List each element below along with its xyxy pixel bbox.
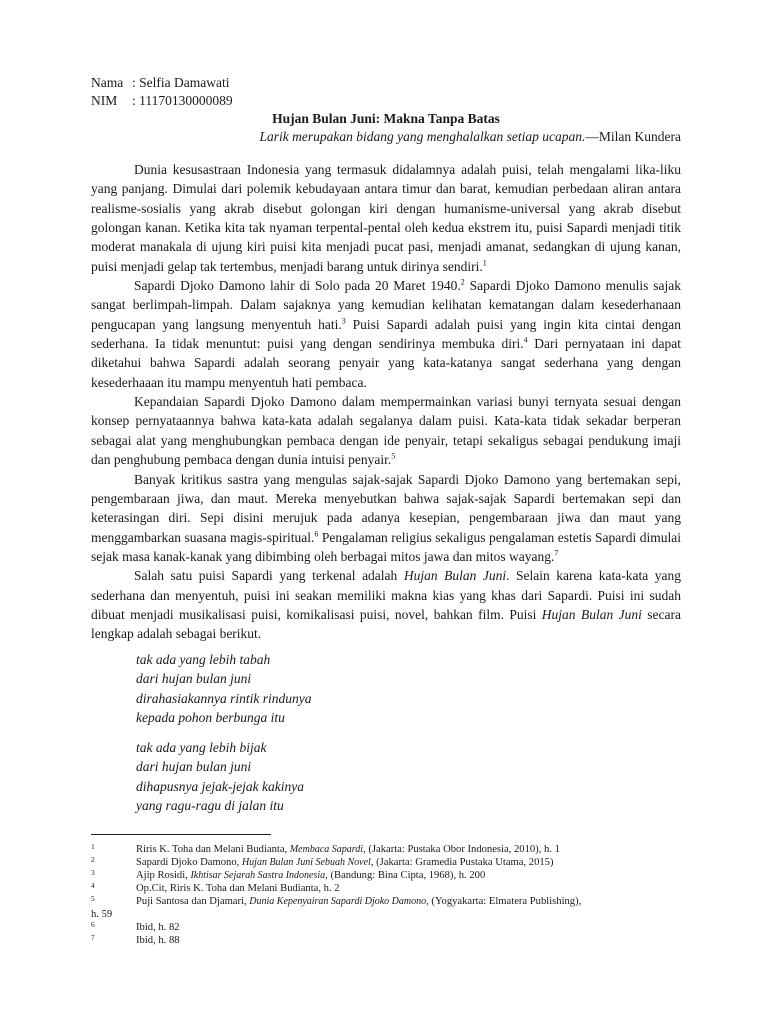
paragraph-text: . Selain karena kata-kata yang sederhana dan menyentuh, puisi ini seakan memiliki makna kias yang khas dari Sapardi. Puisi ini sudah dibuat menjadi musikalisasi puisi, komikalisasi puisi, novel, bahkan film. Puisi xyxy=(91,568,681,622)
paragraph-text: Salah satu puisi Sapardi yang terkenal adalah xyxy=(134,568,404,584)
footnote-continuation: h. 59 xyxy=(91,909,113,920)
student-nim-line xyxy=(91,92,233,110)
footnote-number: 2 xyxy=(91,855,95,864)
footnote-ref: 1 xyxy=(482,258,487,268)
poem-line: dari hujan bulan juni xyxy=(136,759,252,775)
footnote-text xyxy=(136,843,560,856)
paragraph-2 xyxy=(91,276,681,392)
footnote-text xyxy=(136,869,485,882)
footnote-ref: 5 xyxy=(391,451,396,461)
footnote-divider xyxy=(91,834,271,835)
footnote-author: Ajip Rosidi, xyxy=(136,870,191,881)
footnote-number: 1 xyxy=(91,842,95,851)
epigraph-quote: Larik merupakan bidang yang menghalalkan setiap ucapan. xyxy=(259,129,586,144)
paragraph-5 xyxy=(91,566,681,643)
poem-stanza-1 xyxy=(136,650,312,727)
footnote-number: 5 xyxy=(91,894,95,903)
poem-stanza-2 xyxy=(136,738,304,815)
footnote-number: 4 xyxy=(91,881,95,890)
footnote-author: Puji Santosa dan Djamari, xyxy=(136,896,250,907)
footnote-text xyxy=(136,895,581,908)
essay-body xyxy=(91,160,681,644)
footnote-author: Ibid, h. 82 xyxy=(136,922,180,933)
footnote-author: Sapardi Djoko Damono, xyxy=(136,857,242,868)
footnote-number: 7 xyxy=(91,933,95,942)
footnote-ref: 2 xyxy=(460,277,465,287)
footnote-text xyxy=(136,856,554,869)
footnote-author: Op.Cit, Riris K. Toha dan Melani Budianta, h. 2 xyxy=(136,883,340,894)
poem-title-ref: Hujan Bulan Juni xyxy=(541,606,642,622)
footnote-book-title: Dunia Kepenyairan Sapardi Djoko Damono xyxy=(249,896,427,907)
footnote-ref: 3 xyxy=(341,316,346,326)
footnote-publication: , (Jakarta: Gramedia Pustaka Utama, 2015) xyxy=(370,857,554,868)
poem-line: kepada pohon berbunga itu xyxy=(136,710,285,726)
essay-title: Hujan Bulan Juni: Makna Tanpa Batas xyxy=(272,111,500,126)
footnote-author: Riris K. Toha dan Melani Budianta, xyxy=(136,844,290,855)
nim-label: NIM xyxy=(91,93,118,108)
student-name-line xyxy=(91,74,229,92)
footnote-number: 3 xyxy=(91,868,95,877)
footnote-text xyxy=(136,934,180,947)
nim-value: : 11170130000089 xyxy=(132,93,233,108)
paragraph-text: Kepandaian Sapardi Djoko Damono dalam mempermainkan variasi bunyi ternyata sesuai dengan konsep pernyataannya bahwa kata-kata adalah segalanya dalam puisi. Kata-kata tidak sekadar berperan sebagai alat yang menghubungkan pembaca dengan ide penyair, tetapi sekaligus sebagai pendukung imaji dan penghubung pembaca dengan dunia intuisi penyair. xyxy=(91,394,681,468)
paragraph-text: Dunia kesusastraan Indonesia yang termasuk didalamnya adalah puisi, telah mengalami lika-liku yang panjang. Dimulai dari polemik kebudayaan antara timur dan barat, kemudian perbedaan aliran antara realisme-sosialis yang akrab disebut golongan kiri dengan humanisme-universal yang akrab disebut golongan kanan. Ketika kita tak nyaman terpental-pental oleh kedua ekstrem itu, puisi Sapardi menjadi titik moderat manakala di ujung kiri puisi kita menjadi pucat pasi, menjadi amanat, sedangkan di ujung kanan, puisi menjadi gelap tak tertembus, menjadi barang untuk dirinya sendiri. xyxy=(91,162,681,274)
footnote-ref: 4 xyxy=(523,335,528,345)
poem-line: tak ada yang lebih bijak xyxy=(136,740,267,755)
poem-line: yang ragu-ragu di jalan itu xyxy=(136,798,284,814)
paragraph-text: Banyak kritikus sastra yang mengulas sajak-sajak Sapardi Djoko Damono yang bertemakan sepi, pengembaraan jiwa, dan maut. Mereka menyebutkan bahwa sajak-sajak Sapardi bertemakan sepi dan keterasingan diri. Sepi disini merujuk pada adanya kesepian, pengembaraan jiwa dan maut yang menggambarkan suasana magis-spiritual. xyxy=(91,471,681,545)
paragraph-text: Sapardi Djoko Damono menulis sajak sangat berlimpah-limpah. Dalam sajaknya yang kemudian kelihatan kematangan dalam kesederhanaan pengucapan yang langsung menyentuh hati. xyxy=(91,278,682,332)
footnote-ref: 6 xyxy=(314,529,319,539)
paragraph-text: Puisi Sapardi adalah puisi yang ingin kita cintai dengan sederhana. Ia tidak menuntut: puisi yang dengan sendirinya membuka diri. xyxy=(91,316,681,352)
footnote-text xyxy=(136,882,340,895)
footnote-book-title: Membaca Sapardi xyxy=(289,844,364,855)
epigraph xyxy=(260,128,681,146)
footnote-publication: , (Bandung: Bina Cipta, 1968), h. 200 xyxy=(325,870,486,881)
name-value: : Selfia Damawati xyxy=(132,75,230,90)
paragraph-3 xyxy=(91,392,681,469)
footnote-publication: , (Jakarta: Pustaka Obor Indonesia, 2010), h. 1 xyxy=(363,844,560,855)
footnote-ref: 7 xyxy=(554,548,559,558)
footnote-number: 6 xyxy=(91,920,95,929)
footnote-publication: , (Yogyakarta: Elmatera Publishing), xyxy=(426,896,582,907)
poem-line: dirahasiakannya rintik rindunya xyxy=(136,690,312,706)
footnote-book-title: Ikhtisar Sejarah Sastra Indonesia xyxy=(190,870,326,881)
paragraph-text: Dari pernyataan ini dapat diketahui bahwa Sapardi adalah seorang penyair yang kata-katanya sangat sederhana yang dengan kesederhaaan itu mampu menyentuh hati pembaca. xyxy=(91,336,681,390)
poem-title-ref: Hujan Bulan Juni xyxy=(403,568,507,584)
footnote-book-title: Hujan Bulan Juni Sebuah Novel xyxy=(241,857,371,868)
paragraph-4 xyxy=(91,470,681,567)
paragraph-text: Sapardi Djoko Damono lahir di Solo pada 20 Maret 1940. xyxy=(134,278,461,294)
poem-line: dihapusnya jejak-jejak kakinya xyxy=(136,778,304,794)
paragraph-text: Pengalaman religius sekaligus pengalaman estetis Sapardi dimulai sejak masa kanak-kanak yang dibimbing oleh berbagai mitos jawa dan mitos wayang. xyxy=(91,529,681,564)
footnote-author: Ibid, h. 88 xyxy=(136,935,180,946)
poem-line: dari hujan bulan juni xyxy=(136,671,252,687)
paragraph-text: secara lengkap adalah sebagai berikut. xyxy=(91,606,681,642)
epigraph-author: —Milan Kundera xyxy=(585,129,681,144)
paragraph-1 xyxy=(91,160,681,276)
footnote-text xyxy=(136,921,180,934)
poem-line: tak ada yang lebih tabah xyxy=(136,652,271,667)
name-label: Nama xyxy=(91,75,124,90)
